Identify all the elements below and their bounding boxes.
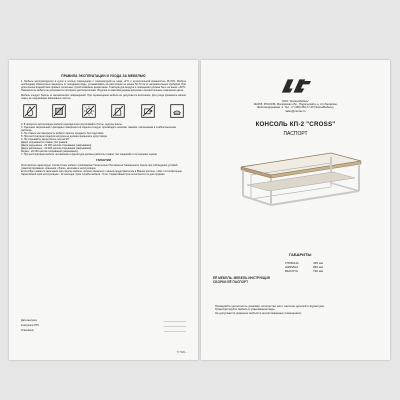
warranty-line: Гарантийный срок эксплуатации - 12 месяцев. Срок службы мебели - 5 лет. Гарантийный срок исчисляется со дня продажи. [21, 173, 166, 176]
product-title: КОНСОЛЬ КП-2 "CROSS" [255, 120, 336, 128]
stamp-label: Контролер ОТК [21, 324, 39, 327]
company-address: 142155, РОССИЯ, Московская обл., Подольский р-н, с/п Лаговское, [253, 103, 338, 107]
dimension-row: ШИРИНА 950 мм [285, 264, 323, 269]
dimension-row: ГЛУБИНА 335 мм [285, 261, 323, 265]
dimension-row: ВЫСОТА 746 мм [285, 268, 323, 273]
note-line: Проверяйте целостность упаковки, количество мест, наличие деталей и фурнитуры. [215, 304, 325, 308]
left-body-line: Двери открываются плавно, без рывков. [21, 141, 68, 144]
company-email: sales@mertex.ru [285, 109, 306, 113]
stamp-text: ЕЁ МЕБЕЛЬ. МЕБЕЛЬ ИНСТРУКЦИЯ СБОРКИ ЕЁ ПАСПОРТ [213, 276, 270, 284]
company-name: ООО "Элиза-Мебель" [281, 100, 310, 103]
left-body-line: 5. При эксплуатации изделия нагрузка не должна превышать допустимую. [21, 135, 108, 138]
left-body-line: Двери подъемные - 20 000 циклов открывания (закрывания). [21, 144, 92, 147]
dimensions-title: ГАБАРИТЫ [289, 252, 312, 257]
left-paragraph: 1. Мебель эксплуатируется в сухих и теплых помещениях с температурой не ниже +2°С и относительной влажностью 45-70%. Мебель необходимо обязательно защищать от попадания воды, устанавливать на расстоянии не менее 50-70 см от нагревательных приборов. При длительном воздействии прямых солнечных лучей возможно выцветание. Температура воздуха в помещении должна быть не выше +30°С. Поверхности мебели не допускается протирать растворителями. Изделия из массива дерева допускают незначительные изменения цвета. [21, 80, 186, 92]
left-page-title: ПРАВИЛА ЭКСПЛУАТАЦИИ И УХОДА ЗА МЕБЕЛЬЮ [61, 74, 146, 78]
stamp-label: Дата выпуска [21, 319, 37, 322]
right-page [201, 60, 390, 360]
left-body-line: 3. Удаление загрязнений с фасадных поверхностей изделия следует производить мягкими тканями, смоченными в слабом мыльном растворе. [21, 126, 176, 132]
no-solvent-icon [111, 104, 125, 118]
no-sun-icon [82, 104, 96, 118]
document-type: ПАСПОРТ [283, 130, 308, 137]
stamp-block: Дата выпуска ________________ Контролер ОТК ________________ Упаковщик ________________ [21, 319, 186, 332]
console-illustration [221, 147, 371, 207]
brand-logo [279, 76, 313, 96]
no-heat-icon [52, 104, 66, 118]
company-address-2: Железнодорожная, 2. Тел. +7 (499) 653-77-29 (ЭлизаМебель), [256, 106, 335, 110]
stamp-label: Упаковщик [21, 329, 34, 332]
care-icons-row [23, 104, 184, 118]
left-paragraph: Мебель следует беречь от механических повреждений. При перемещении мебели не допускается волочение. Для ухода применять мягкие ткани, не содержащие абразивных частиц. [21, 94, 186, 100]
note-line: Транспортируйте мебель в упакованном виде. [215, 307, 276, 312]
left-body-line: 7. При эксплуатации мебели, механизмы и фурнитура должны работать плавно, без заеданий и посторонних шумов. [21, 153, 158, 156]
notes-block [215, 305, 376, 315]
warranty-line: Изготовитель гарантирует соответствие мебели требованиям Технического Регламента Таможенного Союза при соблюдении условий транспортирования, хранения, сборки, монтажа и эксплуатации. [21, 164, 178, 170]
warranty-line: Если в Вас появятся замечания при покупке мебели, просим связаться с нашим представителем в Вашем регионе, либо с изготовителем. [21, 170, 183, 173]
left-footer: ТУ 5661-... [176, 352, 188, 354]
soft-cloth-icon [170, 104, 184, 118]
left-body-line: Двери распашные - 20 000 циклов открывания (закрывания). [21, 147, 92, 150]
no-water-icon [23, 104, 37, 118]
note-line: Не допускается хранение мебели в неотапливаемых помещениях. [215, 310, 302, 315]
left-body-line: 6. Не открывайте двери более чем на 90°. [21, 138, 71, 141]
no-drag-icon [141, 104, 155, 118]
dimensions-list [285, 262, 323, 273]
left-body-line: 4. Не ставьте на поверхность мебели горячие предметы без подставок. [21, 132, 104, 135]
left-page [9, 60, 198, 360]
left-body-line: 2. В процессе эксплуатации мебели периодически подтягивайте болты, шурупы винты. [21, 123, 123, 126]
left-body-line: Ящики - 20 000 циклов открывания (закрывания). [21, 150, 79, 153]
warranty-title: ГАРАНТИИ [96, 158, 111, 162]
